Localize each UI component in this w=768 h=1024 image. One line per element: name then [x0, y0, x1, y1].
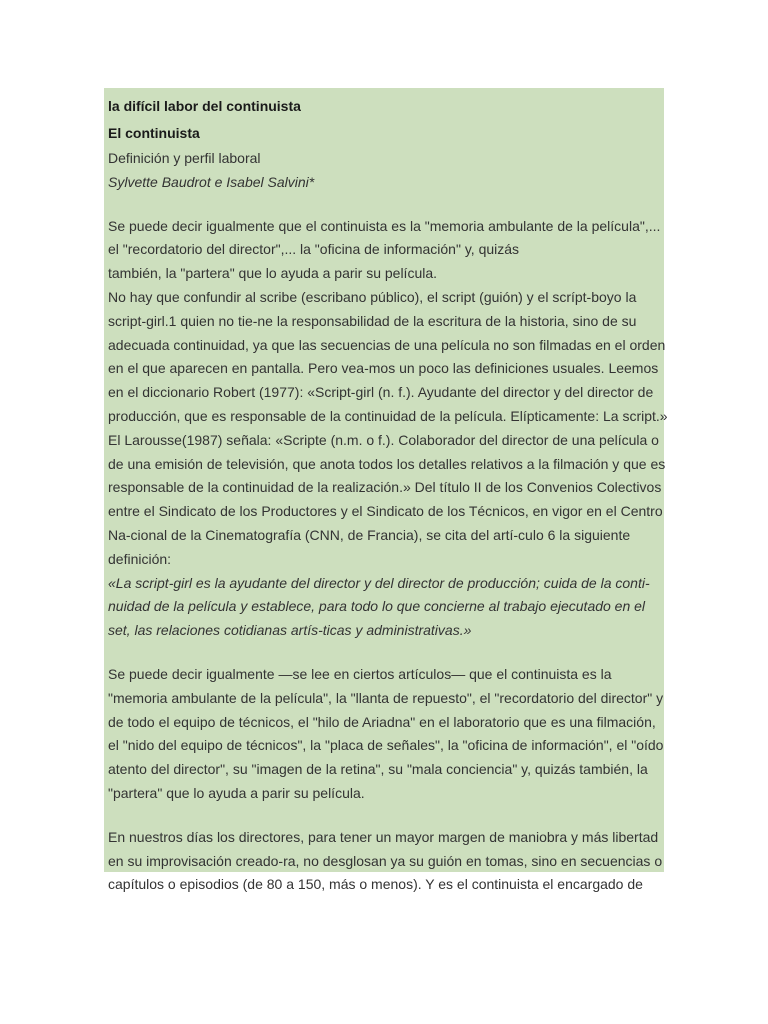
text-line: en el diccionario Robert (1977): «Script-girl (n. f.). Ayudante del director y del director de [108, 384, 654, 401]
authors: Sylvette Baudrot e Isabel Salvini* [108, 173, 315, 190]
text-line: Se puede decir igualmente —se lee en ciertos artículos— que el continuista es la [108, 665, 612, 682]
text-line: en su improvisación creado-ra, no desglosan ya su guión en tomas, sino en secuencias o [108, 852, 663, 869]
text-line: producción, que es responsable de la continuidad de la película. Elípticamente: La script.» [108, 407, 668, 424]
text-line: En nuestros días los directores, para tener un mayor margen de maniobra y más libertad [108, 828, 659, 845]
text-line: atento del director", su "imagen de la retina", su "mala conciencia" y, quizás también, la [108, 761, 648, 778]
paragraph-gap [108, 806, 660, 826]
text-line: Se puede decir igualmente que el continuista es la "memoria ambulante de la película",... [108, 217, 661, 234]
text-line: script-girl.1 quien no tie-ne la responsabilidad de la escritura de la historia, sino de su [108, 312, 637, 329]
text-line: capítulos o episodios (de 80 a 150, más o menos). Y es el continuista el encargado de [108, 876, 643, 893]
paragraph-3 [108, 826, 663, 897]
text-line: el "nido del equipo de técnicos", la "placa de señales", la "oficina de información", el "oído [108, 737, 664, 754]
paragraph-2 [108, 663, 664, 806]
text-line: de una emisión de televisión, que anota todos los detalles relativos a la filmación y que es [108, 455, 666, 472]
text-line: de todo el equipo de técnicos, el "hilo de Ariadna" en el laboratorio que es una filmación, [108, 713, 656, 730]
text-line: responsable de la continuidad de la realización.» Del título II de los Convenios Colectivos [108, 479, 662, 496]
text-line: El Larousse(1987) señala: «Scripte (n.m. o f.). Colaborador del director de una película o [108, 431, 659, 448]
section-heading: El continuista [108, 125, 200, 141]
quote-line: «La script-girl es la ayudante del director y del director de producción; cuida de la conti- [108, 574, 650, 591]
text-line: en el que aparecen en pantalla. Pero vea-mos un poco las definiciones usuales. Leemos [108, 360, 659, 377]
text-line: adecuada continuidad, ya que las secuencias de una película no son filmadas en el orden [108, 336, 666, 353]
text-line: No hay que confundir al scribe (escribano público), el script (guión) y el scrípt-boyo la [108, 288, 637, 305]
quote-block [108, 572, 660, 643]
paragraph-gap [108, 195, 660, 215]
quote-line: nuidad de la película y establece, para todo lo que concierne al trabajo ejecutado en el [108, 598, 646, 615]
text-line: entre el Sindicato de los Productores y el Sindicato de los Técnicos, en vigor en el Centro [108, 503, 663, 520]
paragraph-1 [108, 215, 668, 572]
text-line: Na-cional de la Cinematografía (CNN, de Francia), se cita del artí-culo 6 la siguiente [108, 526, 631, 543]
text-line: "memoria ambulante de la película", la "llanta de repuesto", el "recordatorio del director" y [108, 689, 664, 706]
text-line: "partera" que lo ayuda a parir su película. [108, 784, 365, 801]
page-title: la difícil labor del continuista [108, 98, 301, 114]
text-line: también, la "partera" que lo ayuda a parir su película. [108, 265, 438, 282]
subheading: Definición y perfil laboral [108, 150, 261, 166]
document-text-block [104, 88, 668, 893]
text-line: definición: [108, 550, 172, 567]
text-line: el "recordatorio del director",... la "oficina de información" y, quizás [108, 241, 520, 258]
paragraph-gap [108, 643, 660, 663]
quote-line: set, las relaciones cotidianas artís-ticas y administrativas.» [108, 622, 472, 639]
